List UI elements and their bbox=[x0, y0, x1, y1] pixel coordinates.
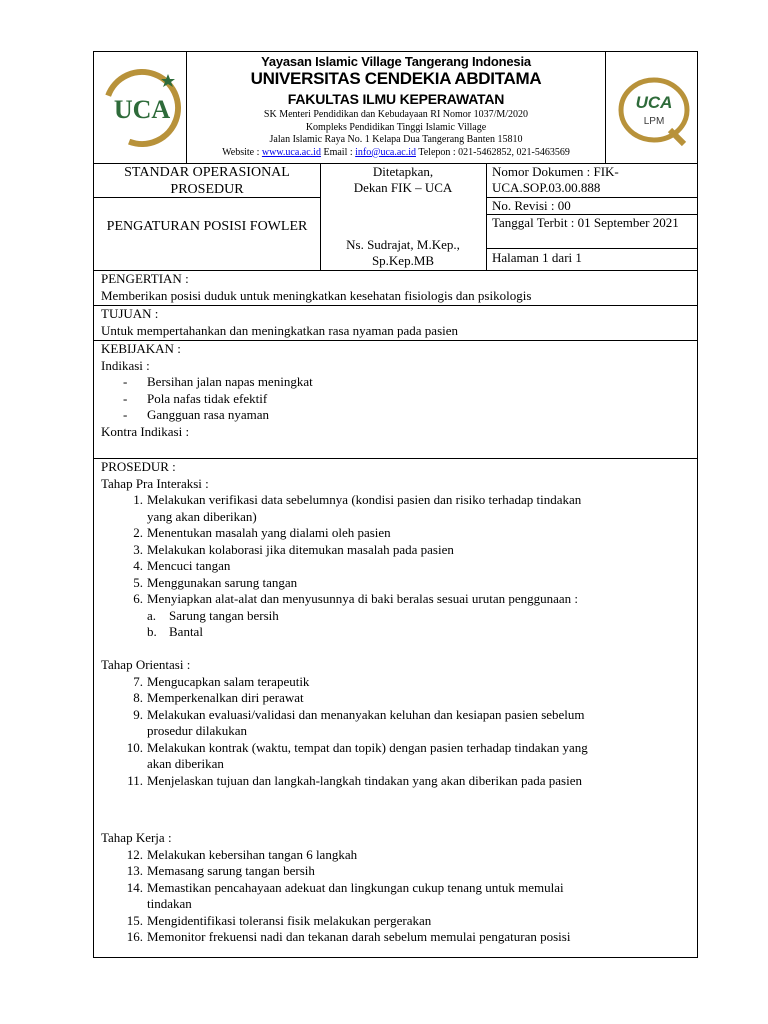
issue-date: Tanggal Terbit : 01 September 2021 bbox=[492, 215, 679, 230]
kebijakan-section bbox=[94, 341, 697, 440]
doc-number: Nomor Dokumen : FIK-UCA.SOP.03.00.888 bbox=[492, 164, 619, 195]
page-count: Halaman 1 dari 1 bbox=[492, 250, 582, 265]
procedure-step: 13. Memasang sarung tangan bersih bbox=[126, 863, 315, 878]
prosedur-section bbox=[94, 459, 697, 946]
uca-logo bbox=[102, 68, 182, 148]
procedure-step: 12. Melakukan kebersihan tangan 6 langkah bbox=[126, 846, 358, 862]
lpm-logo-text: UCA bbox=[635, 93, 673, 112]
decree-line: SK Menteri Pendidikan dan Kebudayaan RI Nomor 1037/M/2020 bbox=[263, 109, 529, 120]
pengertian-section bbox=[94, 271, 697, 304]
procedure-step: 9. Melakukan evaluasi/validasi dan menanyakan keluhan dan kesiapan pasien sebelum prosedur dilakukan bbox=[133, 706, 585, 738]
prosedur-label: PROSEDUR : bbox=[101, 459, 176, 474]
revision-number: No. Revisi : 00 bbox=[492, 198, 571, 213]
tujuan-label: TUJUAN : bbox=[101, 306, 159, 321]
procedure-title: PENGATURAN POSISI FOWLER bbox=[106, 219, 308, 234]
complex-line: Kompleks Pendidikan Tinggi Islamic Village bbox=[305, 121, 487, 133]
indikasi-item: - Bersihan jalan napas meningkat bbox=[123, 374, 313, 389]
procedure-step: 8. Memperkenalkan diri perawat bbox=[133, 690, 304, 705]
approval-block bbox=[326, 164, 480, 196]
procedure-step: 2. Menentukan masalah yang dialami oleh pasien bbox=[133, 525, 391, 540]
procedure-step: 7. Mengucapkan salam terapeutik bbox=[133, 673, 310, 689]
established-label: Ditetapkan, bbox=[372, 164, 434, 179]
orientasi-label: Tahap Orientasi : bbox=[101, 657, 191, 672]
university-name: UNIVERSITAS CENDEKIA ABDITAMA bbox=[250, 69, 542, 88]
kerja-label: Tahap Kerja : bbox=[101, 830, 172, 845]
address-line: Jalan Islamic Raya No. 1 Kelapa Dua Tangerang Banten 15810 bbox=[269, 134, 523, 145]
procedure-step: 1. Melakukan verifikasi data sebelumnya (kondisi pasien dan risiko terhadap tindakan yang akan diberikan) bbox=[133, 492, 582, 524]
tujuan-section bbox=[94, 306, 697, 339]
indikasi-label: Indikasi : bbox=[101, 357, 150, 373]
lpm-logo bbox=[614, 70, 694, 150]
contact-line bbox=[187, 147, 605, 160]
indikasi-item: - Pola nafas tidak efektif bbox=[123, 390, 268, 406]
procedure-step: 10. Melakukan kontrak (waktu, tempat dan topik) dengan pasien terhadap tindakan yang akan diberikan bbox=[126, 739, 588, 771]
procedure-step: 6. Menyiapkan alat-alat dan menyusunnya di baki beralas sesuai urutan penggunaan : bbox=[133, 591, 579, 606]
tool-item: a. Sarung tangan bersih bbox=[147, 607, 279, 623]
email-label: Email : bbox=[320, 146, 356, 158]
procedure-step: 15. Mengidentifikasi toleransi fisik melakukan pergerakan bbox=[126, 912, 432, 928]
tool-item: b. Bantal bbox=[147, 624, 203, 639]
pra-interaksi-label: Tahap Pra Interaksi : bbox=[101, 475, 209, 491]
procedure-step: 14. Memastikan pencahayaan adekuat dan lingkungan cukup tenang untuk memulai tindakan bbox=[126, 879, 564, 911]
website-link[interactable]: www.uca.ac.id bbox=[261, 146, 321, 158]
uca-logo-text: UCA bbox=[113, 95, 171, 124]
sop-title: STANDAR OPERASIONAL PROSEDUR bbox=[124, 165, 290, 197]
letterhead-center bbox=[187, 52, 605, 159]
dean-title: Dekan FIK – UCA bbox=[353, 180, 453, 195]
lpm-logo-sub: LPM bbox=[643, 116, 665, 127]
faculty-name: FAKULTAS ILMU KEPERAWATAN bbox=[287, 91, 505, 107]
procedure-step: 3. Melakukan kolaborasi jika ditemukan masalah pada pasien bbox=[133, 541, 454, 557]
foundation-name: Yayasan Islamic Village Tangerang Indonesia bbox=[261, 54, 531, 69]
phone-text: Telepon : 021-5462852, 021-5463569 bbox=[416, 146, 570, 158]
email-link[interactable]: info@uca.ac.id bbox=[355, 146, 416, 158]
tujuan-text: Untuk mempertahankan dan meningkatkan rasa nyaman pada pasien bbox=[101, 322, 459, 338]
pengertian-label: PENGERTIAN : bbox=[101, 271, 189, 286]
kontra-indikasi-label: Kontra Indikasi : bbox=[101, 423, 190, 439]
website-label: Website : bbox=[222, 146, 262, 158]
procedure-step: 11. Menjelaskan tujuan dan langkah-langkah tindakan yang akan diberikan pada pasien bbox=[127, 772, 582, 788]
procedure-step: 5. Menggunakan sarung tangan bbox=[133, 574, 298, 590]
letterhead bbox=[94, 52, 697, 164]
pengertian-text: Memberikan posisi duduk untuk meningkatkan kesehatan fisiologis dan psikologis bbox=[101, 287, 532, 303]
signer-name: Ns. Sudrajat, M.Kep., Sp.Kep.MB bbox=[346, 237, 460, 268]
indikasi-item: - Gangguan rasa nyaman bbox=[123, 407, 270, 422]
procedure-step: 4. Mencuci tangan bbox=[133, 558, 231, 573]
kebijakan-label: KEBIJAKAN : bbox=[101, 341, 181, 356]
procedure-step: 16. Memonitor frekuensi nadi dan tekanan darah sebelum memulai pengaturan posisi bbox=[126, 929, 571, 944]
sop-document bbox=[93, 51, 698, 958]
